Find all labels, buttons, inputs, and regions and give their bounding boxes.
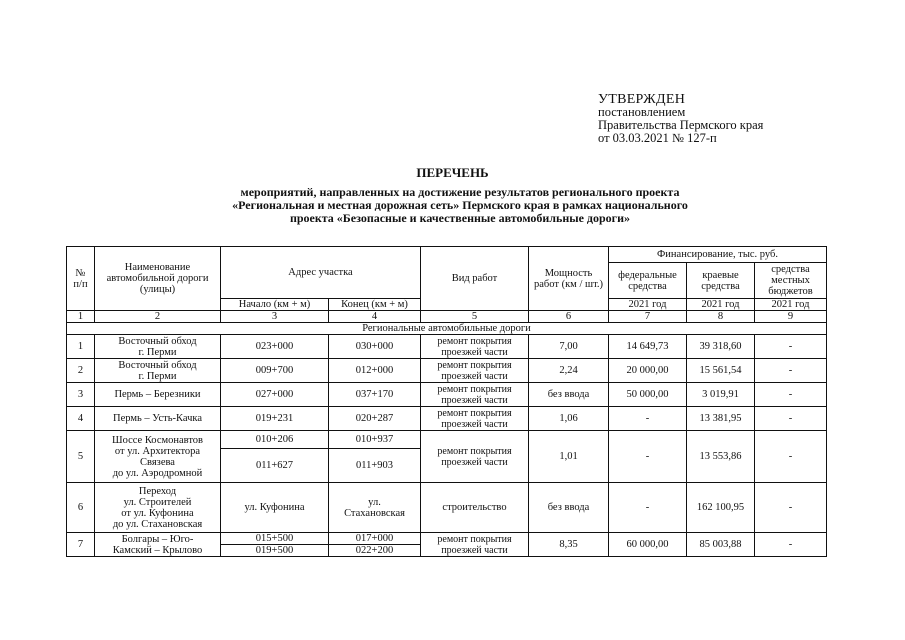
- federal-funds: -: [609, 431, 687, 483]
- end-km: 017+000: [329, 533, 421, 545]
- road-name: Болгары – Юго- Камский – Крылово: [95, 533, 221, 557]
- row-num: 2: [67, 359, 95, 383]
- measures-table: [66, 246, 827, 557]
- start-km: 011+627: [221, 449, 329, 483]
- column-number: 8: [687, 311, 755, 323]
- approval-date: от 03.03.2021 № 127-п: [598, 131, 717, 145]
- header-year-federal: 2021 год: [609, 299, 687, 311]
- local-funds: -: [755, 483, 827, 533]
- end-km: 022+200: [329, 545, 421, 557]
- header-start: Начало (км + м): [221, 299, 329, 311]
- regional-funds: 85 003,88: [687, 533, 755, 557]
- header-capacity: Мощность работ (км / шт.): [529, 247, 609, 311]
- capacity: без ввода: [529, 383, 609, 407]
- capacity: без ввода: [529, 483, 609, 533]
- document-subtitle: [160, 186, 760, 225]
- work-type: ремонт покрытия проезжей части: [421, 533, 529, 557]
- end-km: 012+000: [329, 359, 421, 383]
- federal-funds: 14 649,73: [609, 335, 687, 359]
- federal-funds: 20 000,00: [609, 359, 687, 383]
- column-number: 3: [221, 311, 329, 323]
- local-funds: -: [755, 359, 827, 383]
- work-type: строительство: [421, 483, 529, 533]
- capacity: 2,24: [529, 359, 609, 383]
- table-row: [67, 383, 827, 407]
- document-title: ПЕРЕЧЕНЬ: [416, 165, 489, 180]
- regional-funds: 162 100,95: [687, 483, 755, 533]
- capacity: 1,01: [529, 431, 609, 483]
- federal-funds: 50 000,00: [609, 383, 687, 407]
- table-row: [67, 483, 827, 533]
- start-km: 027+000: [221, 383, 329, 407]
- road-name: Пермь – Усть-Качка: [95, 407, 221, 431]
- end-km: 030+000: [329, 335, 421, 359]
- capacity: 1,06: [529, 407, 609, 431]
- end-km: ул. Стахановская: [329, 483, 421, 533]
- road-name: Шоссе Космонавтов от ул. Архитектора Связева до ул. Аэродромной: [95, 431, 221, 483]
- local-funds: -: [755, 335, 827, 359]
- road-name: Восточный обход г. Перми: [95, 359, 221, 383]
- start-km: 019+231: [221, 407, 329, 431]
- row-num: 7: [67, 533, 95, 557]
- work-type: ремонт покрытия проезжей части: [421, 335, 529, 359]
- road-name: Переход ул. Строителей от ул. Куфонина до ул. Стахановская: [95, 483, 221, 533]
- column-number: 1: [67, 311, 95, 323]
- start-km: 019+500: [221, 545, 329, 557]
- start-km: 023+000: [221, 335, 329, 359]
- column-number: 2: [95, 311, 221, 323]
- header-end: Конец (км + м): [329, 299, 421, 311]
- column-number: 6: [529, 311, 609, 323]
- local-funds: -: [755, 533, 827, 557]
- row-num: 1: [67, 335, 95, 359]
- federal-funds: 60 000,00: [609, 533, 687, 557]
- table-row: [67, 407, 827, 431]
- row-num: 3: [67, 383, 95, 407]
- end-km: 010+937: [329, 431, 421, 449]
- header-regional: краевые средства: [687, 263, 755, 299]
- regional-funds: 3 019,91: [687, 383, 755, 407]
- local-funds: -: [755, 407, 827, 431]
- header-year-regional: 2021 год: [687, 299, 755, 311]
- header-financing: Финансирование, тыс. руб.: [609, 247, 827, 263]
- row-num: 5: [67, 431, 95, 483]
- end-km: 037+170: [329, 383, 421, 407]
- table-row: [67, 335, 827, 359]
- header-name: Наименование автомобильной дороги (улицы): [95, 247, 221, 311]
- section-header: Региональные автомобильные дороги: [67, 323, 827, 335]
- subtitle-line: мероприятий, направленных на достижение результатов регионального проекта: [240, 185, 680, 199]
- row-num: 4: [67, 407, 95, 431]
- column-number: 4: [329, 311, 421, 323]
- table-row: [67, 431, 827, 449]
- approval-title: УТВЕРЖДЕН: [598, 92, 686, 107]
- header-work: Вид работ: [421, 247, 529, 311]
- regional-funds: 15 561,54: [687, 359, 755, 383]
- start-km: 009+700: [221, 359, 329, 383]
- work-type: ремонт покрытия проезжей части: [421, 431, 529, 483]
- approval-stamp: [598, 93, 763, 145]
- capacity: 7,00: [529, 335, 609, 359]
- work-type: ремонт покрытия проезжей части: [421, 383, 529, 407]
- regional-funds: 13 553,86: [687, 431, 755, 483]
- capacity: 8,35: [529, 533, 609, 557]
- header-local: средства местных бюджетов: [755, 263, 827, 299]
- federal-funds: -: [609, 483, 687, 533]
- subtitle-line: «Региональная и местная дорожная сеть» Пермского края в рамках национального: [232, 198, 688, 212]
- work-type: ремонт покрытия проезжей части: [421, 359, 529, 383]
- header-num: № п/п: [67, 247, 95, 311]
- end-km: 011+903: [329, 449, 421, 483]
- header-federal: федеральные средства: [609, 263, 687, 299]
- start-km: 015+500: [221, 533, 329, 545]
- header-year-local: 2021 год: [755, 299, 827, 311]
- table-row: [67, 359, 827, 383]
- table-row: [67, 533, 827, 545]
- start-km: ул. Куфонина: [221, 483, 329, 533]
- federal-funds: -: [609, 407, 687, 431]
- approval-line: постановлением: [598, 105, 686, 119]
- regional-funds: 13 381,95: [687, 407, 755, 431]
- column-number: 7: [609, 311, 687, 323]
- approval-line: Правительства Пермского края: [598, 118, 764, 132]
- column-number: 5: [421, 311, 529, 323]
- local-funds: -: [755, 431, 827, 483]
- column-number: 9: [755, 311, 827, 323]
- local-funds: -: [755, 383, 827, 407]
- work-type: ремонт покрытия проезжей части: [421, 407, 529, 431]
- regional-funds: 39 318,60: [687, 335, 755, 359]
- header-address: Адрес участка: [221, 247, 421, 299]
- road-name: Пермь – Березники: [95, 383, 221, 407]
- start-km: 010+206: [221, 431, 329, 449]
- subtitle-line: проекта «Безопасные и качественные автомобильные дороги»: [289, 211, 631, 225]
- row-num: 6: [67, 483, 95, 533]
- end-km: 020+287: [329, 407, 421, 431]
- road-name: Восточный обход г. Перми: [95, 335, 221, 359]
